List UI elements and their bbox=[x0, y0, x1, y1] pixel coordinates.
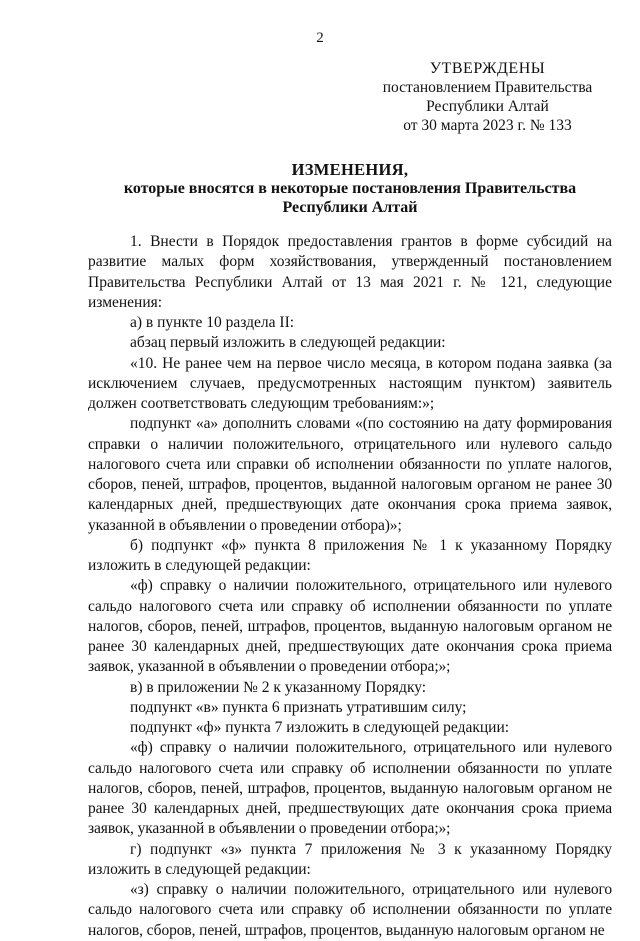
paragraph-13: «з) справку о наличии положительного, отрицательного или нулевого сальдо налогового счета или справку об исполнении обязанности по уплате налогов, сборов, пеней, штрафов, процентов, выданную налоговым органом не bbox=[88, 881, 612, 939]
paragraph-5: подпункт «а» дополнить словами «(по состоянию на дату формирования справки о наличии положительного, отрицательного или нулевого сальдо налогового счета или справки об исполнении обязанности по уплате налогов, сборов, пеней, штрафов, процентов, выданной налоговым органом не ранее 30 календарных дней, предшествующих дате окончания срока приема заявок, указанной в объявлении о проведении отбора)»; bbox=[88, 415, 612, 534]
heading-title: ИЗМЕНЕНИЯ, bbox=[291, 160, 409, 179]
approval-line-3: от 30 марта 2023 г. № 133 bbox=[403, 117, 572, 134]
paragraph-10: подпункт «ф» пункта 7 изложить в следующей редакции: bbox=[130, 719, 510, 736]
paragraph-6: б) подпункт «ф» пункта 8 приложения № 1 к указанному Порядку изложить в следующей редакции: bbox=[88, 536, 612, 574]
paragraph-9: подпункт «в» пункта 6 признать утратившим силу; bbox=[130, 698, 467, 716]
paragraph-1: 1. Внести в Порядок предоставления грантов в форме субсидий на развитие малых форм хозяйствования, утвержденный постановлением Правительства Республики Алтай от 13 мая 2021 г. № 121, следующие изменения: bbox=[88, 233, 612, 311]
paragraph-2: а) в пункте 10 раздела II: bbox=[130, 314, 295, 331]
document-body bbox=[88, 232, 612, 941]
approval-stamp bbox=[370, 59, 605, 135]
page-number: 2 bbox=[316, 30, 324, 46]
heading-subtitle-1: которые вносятся в некоторые постановления Правительства bbox=[123, 180, 577, 197]
heading-subtitle-2: Республики Алтай bbox=[282, 199, 418, 216]
document-heading bbox=[88, 160, 612, 217]
paragraph-12: г) подпункт «з» пункта 7 приложения № 3 к указанному Порядку изложить в следующей редакции: bbox=[88, 840, 612, 878]
paragraph-7: «ф) справку о наличии положительного, отрицательного или нулевого сальдо налогового счета или справку об исполнении обязанности по уплате налогов, сборов, пеней, штрафов, процентов, выданную налоговым органом не ранее 30 календарных дней, предшествующих дате окончания срока приема заявок, указанной в объявлении о проведении отбора;»; bbox=[88, 577, 612, 676]
paragraph-8: в) в приложении № 2 к указанному Порядку: bbox=[130, 678, 427, 696]
approval-line-1: постановлением Правительства bbox=[382, 79, 593, 96]
paragraph-3: абзац первый изложить в следующей редакции: bbox=[130, 334, 446, 352]
paragraph-11: «ф) справку о наличии положительного, отрицательного или нулевого сальдо налогового счета или справку об исполнении обязанности по уплате налогов, сборов, пеней, штрафов, процентов, выданную налоговым органом не ранее 30 календарных дней, предшествующих дате окончания срока приема заявок, указанной в объявлении о проведении отбора;»; bbox=[88, 739, 612, 838]
approval-line-2: Республики Алтай bbox=[426, 98, 549, 115]
approval-title: УТВЕРЖДЕНЫ bbox=[429, 60, 546, 77]
paragraph-4: «10. Не ранее чем на первое число месяца, в котором подана заявка (за исключением случаев, предусмотренных настоящим пунктом) заявитель должен соответствовать следующим требованиям:»; bbox=[88, 354, 612, 412]
